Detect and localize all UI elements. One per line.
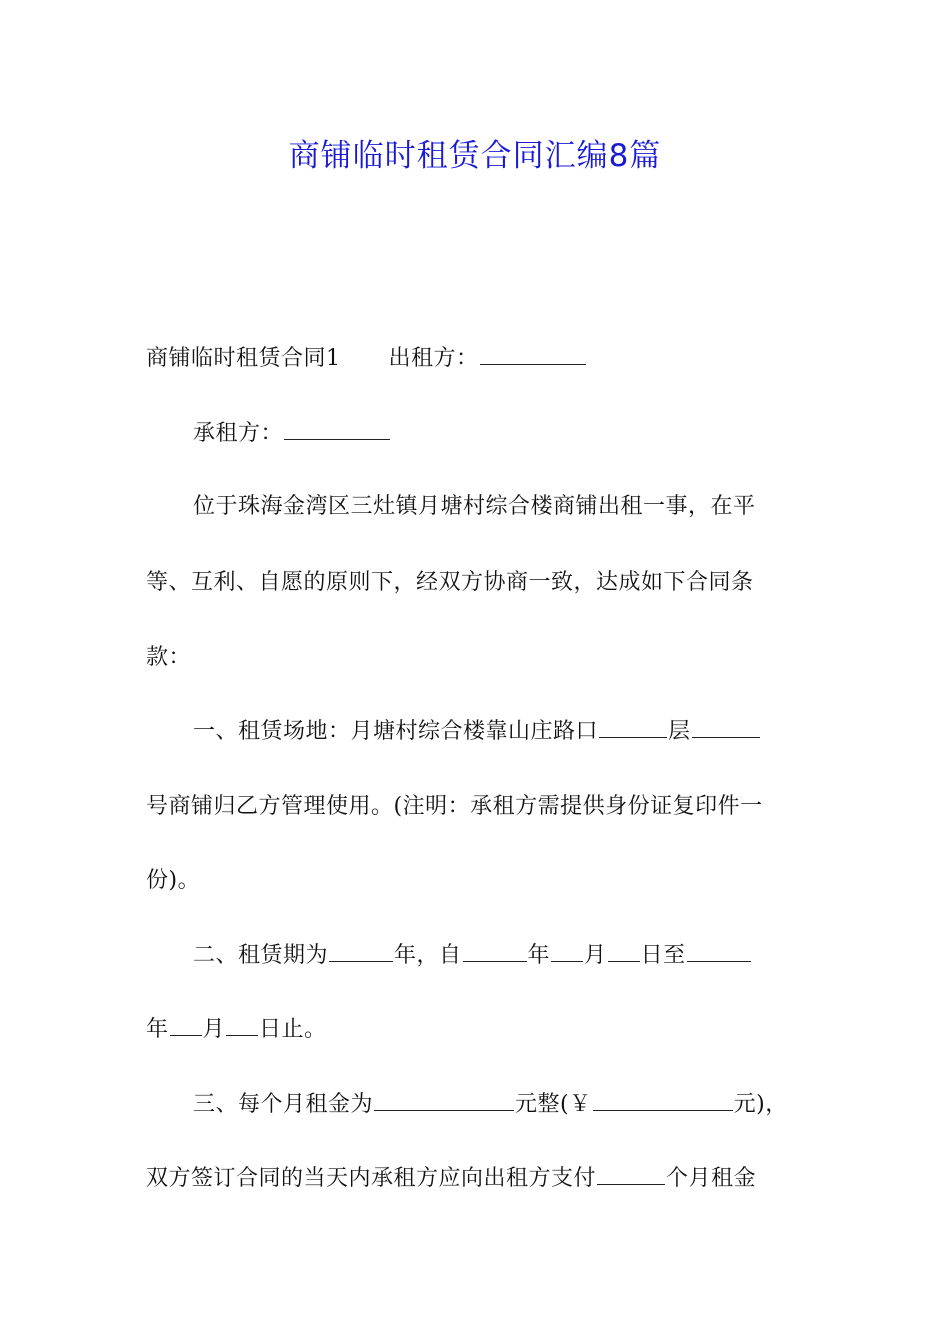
- rent-unit-label: 元)，: [733, 1092, 788, 1117]
- clause-1-text: 一、租赁场地：月塘村综合楼靠山庄路口: [193, 719, 599, 744]
- rent-words-blank: [374, 1090, 514, 1111]
- clause-3-payment-text: 双方签订合同的当天内承租方应向出租方支付: [146, 1166, 597, 1191]
- lessee-label: 承租方：: [193, 421, 284, 446]
- clause-2-line-2: [146, 1015, 327, 1045]
- start-month-label: 月: [584, 943, 607, 968]
- end-month-blank: [170, 1015, 202, 1036]
- floor-label: 层: [668, 719, 691, 744]
- year-from-label: 年，自: [394, 943, 462, 968]
- clause-2-text: 二、租赁期为: [193, 943, 329, 968]
- lessor-label: 出租方：: [388, 346, 479, 371]
- end-year-blank: [687, 941, 751, 962]
- start-day-blank: [608, 941, 640, 962]
- start-year-blank: [463, 941, 527, 962]
- start-day-label: 日至: [640, 943, 686, 968]
- clause-2-line-1: [193, 941, 752, 971]
- document-title: 商铺临时租赁合同汇编8篇: [288, 138, 662, 174]
- clause-3-line-2: [146, 1164, 756, 1194]
- end-day-label: 日止。: [259, 1017, 327, 1042]
- rent-currency-label: 元整(￥: [515, 1092, 592, 1117]
- end-day-blank: [226, 1015, 258, 1036]
- contract-heading-line: [146, 344, 587, 374]
- months-blank: [597, 1164, 665, 1185]
- clause-1-line-3: 份)。: [146, 868, 201, 893]
- lessor-blank: [480, 344, 586, 365]
- rent-number-blank: [593, 1090, 733, 1111]
- clause-1-line-1: [193, 717, 761, 747]
- shop-number-blank: [692, 717, 760, 738]
- clause-3-line-1: [193, 1090, 788, 1120]
- lessee-blank: [284, 419, 390, 440]
- clause-3-text: 三、每个月租金为: [193, 1092, 374, 1117]
- start-year-label: 年: [527, 943, 551, 968]
- intro-line-2: 等、互利、自愿的原则下，经双方协商一致，达成如下合同条: [146, 570, 754, 595]
- intro-line-1: 位于珠海金湾区三灶镇月塘村综合楼商铺出租一事，在平: [193, 494, 756, 519]
- end-year-label: 年: [146, 1017, 169, 1042]
- floor-blank: [599, 717, 667, 738]
- start-month-blank: [551, 941, 583, 962]
- end-month-label: 月: [202, 1017, 226, 1042]
- lessee-line: [193, 419, 391, 449]
- clause-1-line-2: 号商铺归乙方管理使用。(注明：承租方需提供身份证复印件一: [146, 794, 763, 819]
- lease-years-blank: [329, 941, 393, 962]
- contract-heading: 商铺临时租赁合同1: [146, 346, 341, 371]
- intro-line-3: 款：: [146, 645, 192, 670]
- months-rent-label: 个月租金: [666, 1166, 757, 1191]
